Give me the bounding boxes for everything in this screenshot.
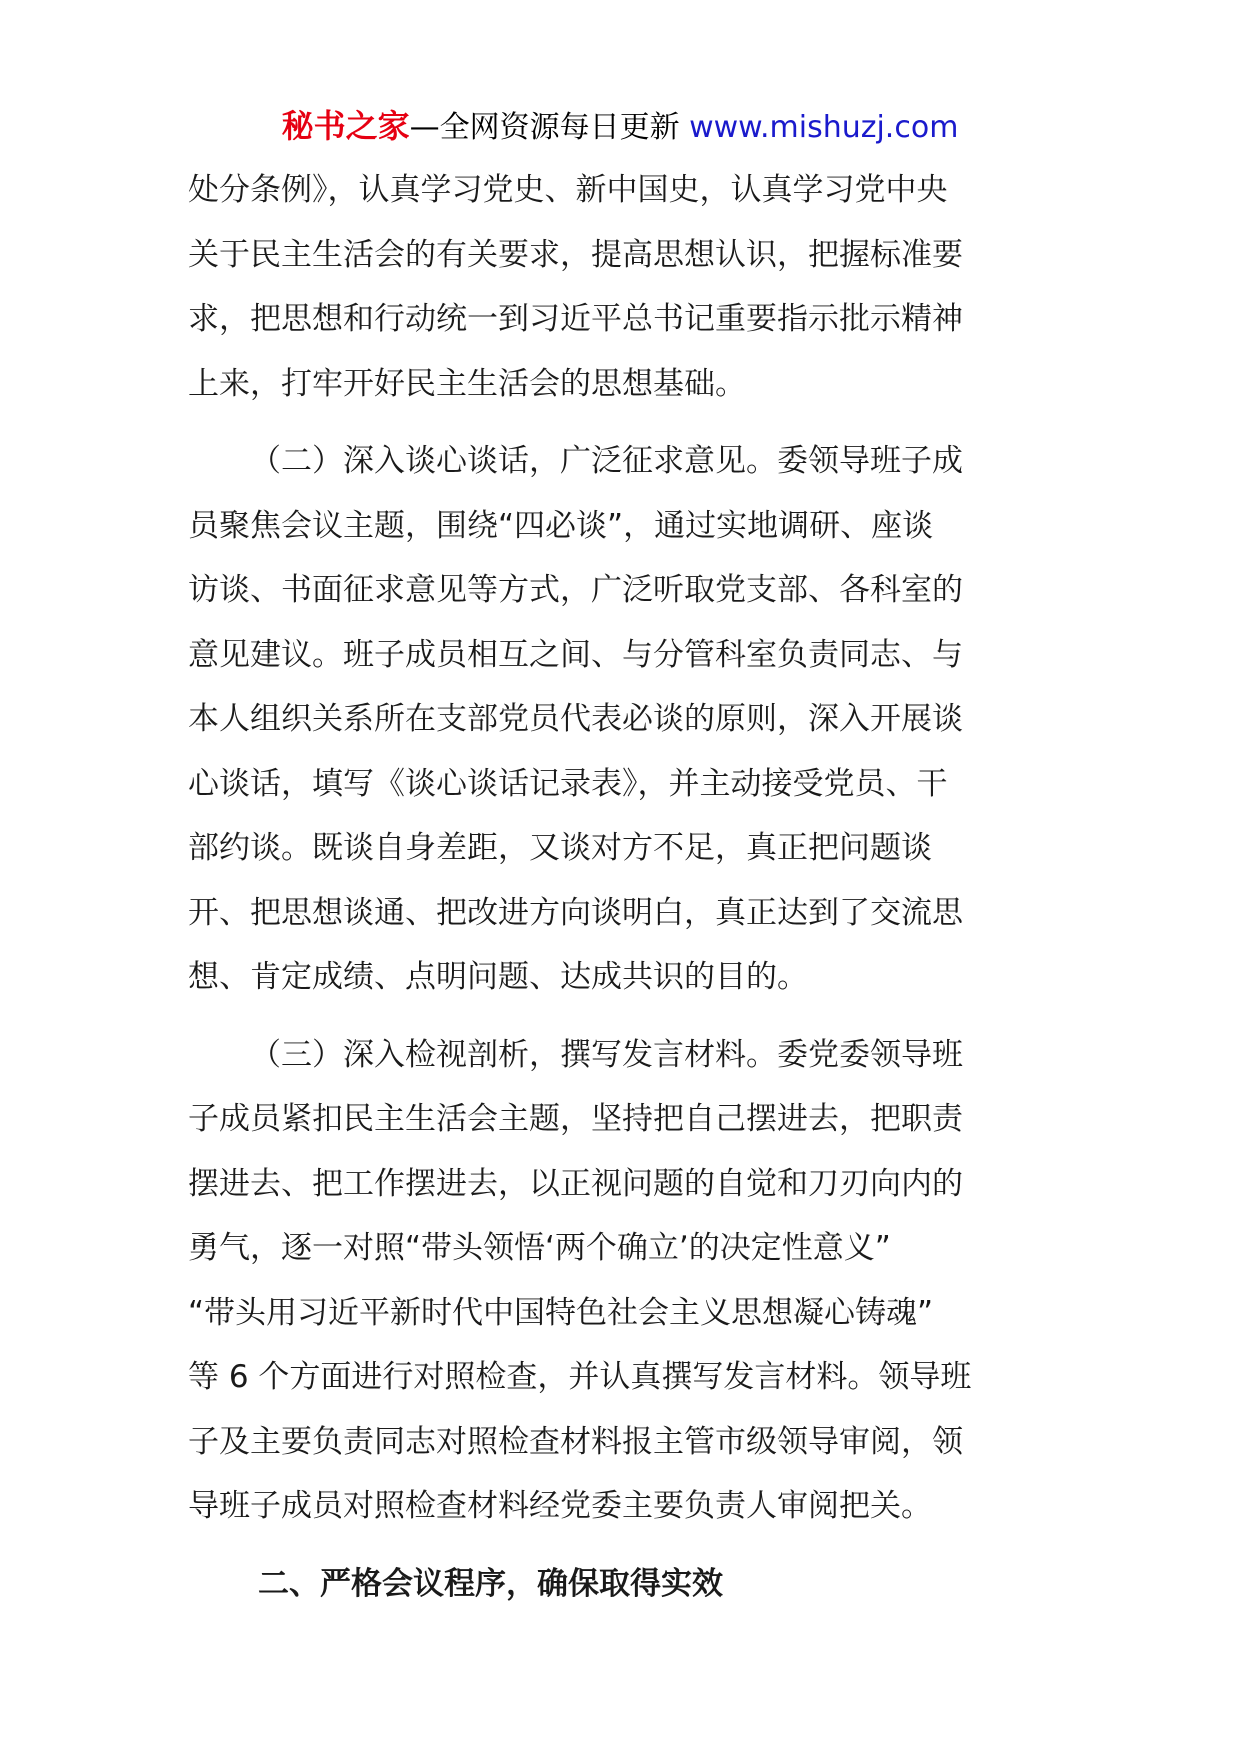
text-line: 访谈、书面征求意见等方式，广泛听取党支部、各科室的 (188, 572, 963, 608)
text-line: 想、肯定成绩、点明问题、达成共识的目的。 (188, 959, 808, 995)
text-line: 求，把思想和行动统一到习近平总书记重要指示批示精神 (188, 301, 963, 337)
site-header (0, 104, 1240, 150)
text-line: 子及主要负责同志对照检查材料报主管市级领导审阅，领 (188, 1423, 963, 1460)
text-line: 导班子成员对照检查材料经党委主要负责人审阅把关。 (188, 1488, 932, 1524)
text-line: 处分条例》，认真学习党史、新中国史，认真学习党中央 (188, 172, 948, 208)
text-line: 勇气，逐一对照“带头领悟‘两个确立’的决定性意义” (188, 1230, 891, 1266)
text-line: 本人组织关系所在支部党员代表必谈的原则，深入开展谈 (188, 701, 963, 737)
text-line: 部约谈。既谈自身差距，又谈对方不足，真正把问题谈 (188, 830, 932, 866)
section-heading: 二、严格会议程序，确保取得实效 (258, 1565, 723, 1602)
site-url-link[interactable]: www.mishuzj.com (679, 110, 959, 145)
document-body (188, 158, 1058, 1616)
text-line: 上来，打牢开好民主生活会的思想基础。 (188, 365, 746, 402)
header-tagline: —全网资源每日更新 (409, 110, 680, 145)
text-line: 摆进去、把工作摆进去，以正视问题的自觉和刀刃向内的 (188, 1165, 963, 1202)
paragraph-section-2 (188, 429, 1058, 1010)
text-line: 开、把思想谈通、把改进方向谈明白，真正达到了交流思 (188, 894, 963, 931)
text-line: 关于民主生活会的有关要求，提高思想认识，把握标准要 (188, 236, 963, 273)
paragraph-section-3 (188, 1023, 1058, 1539)
text-line: （三）深入检视剖析，撰写发言材料。委党委领导班 (250, 1036, 963, 1073)
text-line: 员聚焦会议主题，围绕“四必谈”，通过实地调研、座谈 (188, 507, 934, 544)
text-line: （二）深入谈心谈话，广泛征求意见。委领导班子成 (250, 443, 963, 479)
paragraph-continuation (188, 158, 1058, 416)
text-line: 子成员紧扣民主生活会主题，坚持把自己摆进去，把职责 (188, 1101, 963, 1137)
text-line: “带头用习近平新时代中国特色社会主义思想凝心铸魂” (188, 1294, 934, 1331)
text-line: 等 6 个方面进行对照检查，并认真撰写发言材料。领导班 (188, 1359, 972, 1395)
brand-name: 秘书之家 (281, 107, 410, 145)
text-line: 心谈话，填写《谈心谈话记录表》，并主动接受党员、干 (188, 765, 948, 802)
text-line: 意见建议。班子成员相互之间、与分管科室负责同志、与 (188, 636, 963, 673)
